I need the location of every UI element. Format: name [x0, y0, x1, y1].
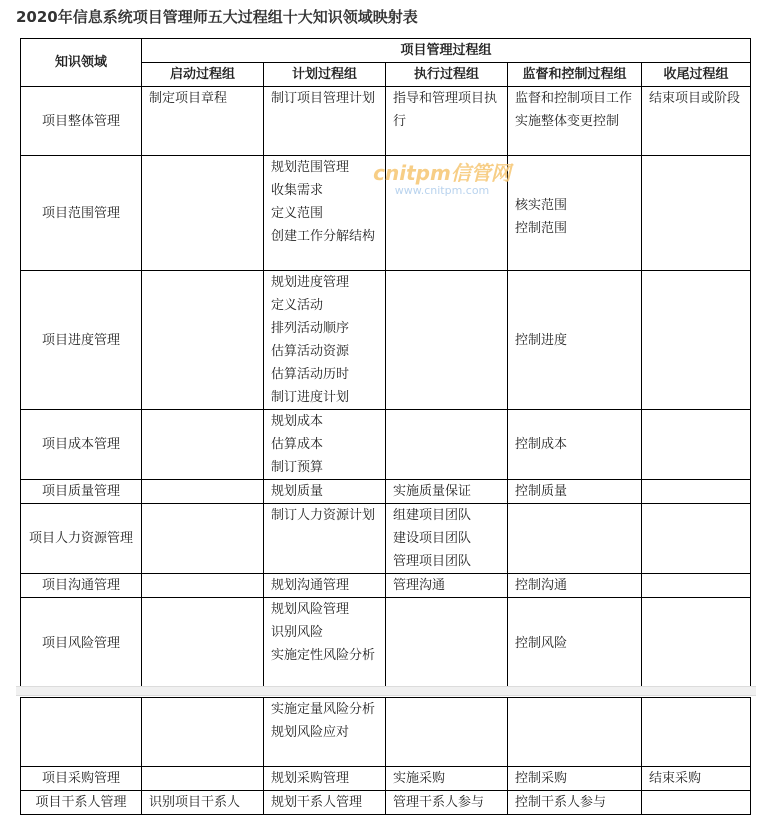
table-row	[21, 698, 751, 767]
table-row	[21, 156, 751, 271]
process-cell	[264, 598, 386, 690]
process-group-header: 项目管理过程组	[142, 39, 751, 63]
process-cell	[642, 598, 751, 690]
table-row	[21, 767, 751, 791]
table-row	[21, 271, 751, 410]
knowledge-area-cell: 项目成本管理	[21, 410, 142, 480]
knowledge-area-cell	[21, 698, 142, 767]
table-row	[21, 504, 751, 574]
table-body	[21, 87, 751, 690]
process-item: 制定项目章程	[149, 91, 228, 106]
process-cell	[386, 504, 508, 574]
process-item: 控制风险	[515, 636, 568, 651]
process-item: 规划风险应对	[271, 725, 350, 740]
process-item: 管理沟通	[393, 578, 446, 593]
process-cell	[264, 271, 386, 410]
table-row	[21, 480, 751, 504]
process-cell	[142, 271, 264, 410]
process-cell	[508, 574, 642, 598]
process-cell	[508, 791, 642, 815]
knowledge-area-header: 知识领域	[21, 39, 142, 87]
table-row	[21, 791, 751, 815]
knowledge-area-cell: 项目干系人管理	[21, 791, 142, 815]
process-item: 制订预算	[271, 460, 324, 475]
process-item: 控制进度	[515, 332, 568, 348]
mapping-table-continued	[20, 697, 751, 815]
process-cell	[386, 87, 508, 156]
process-item: 收集需求	[271, 183, 324, 198]
process-cell	[642, 480, 751, 504]
table-row	[21, 87, 751, 156]
process-cell	[142, 791, 264, 815]
process-item: 规划采购管理	[271, 771, 350, 786]
process-cell	[386, 574, 508, 598]
process-item: 控制范围	[515, 221, 568, 236]
process-cell	[642, 156, 751, 271]
process-cell	[142, 156, 264, 271]
process-item: 估算活动资源	[271, 344, 350, 359]
process-cell	[264, 791, 386, 815]
process-cell	[264, 156, 386, 271]
table-row	[21, 410, 751, 480]
process-cell	[264, 480, 386, 504]
process-cell	[508, 156, 642, 271]
process-cell	[264, 698, 386, 767]
process-cell	[508, 698, 642, 767]
process-item: 指导和管理项目执行	[393, 91, 498, 129]
process-item: 排列活动顺序	[271, 321, 350, 336]
process-cell	[508, 87, 642, 156]
table-row	[21, 574, 751, 598]
process-group-2: 计划过程组	[264, 63, 386, 87]
process-item: 控制采购	[515, 771, 568, 786]
process-cell	[142, 698, 264, 767]
page-break-divider	[16, 686, 756, 696]
watermark-logo: cnitpm信管网	[373, 161, 511, 185]
process-cell	[642, 698, 751, 767]
process-item: 实施定性风险分析	[271, 648, 376, 663]
process-item: 规划范围管理	[271, 160, 350, 175]
process-cell	[508, 410, 642, 480]
knowledge-area-cell: 项目沟通管理	[21, 574, 142, 598]
process-item: 管理干系人参与	[393, 795, 485, 810]
process-cell	[142, 598, 264, 690]
process-cell	[642, 767, 751, 791]
process-cell	[386, 598, 508, 690]
process-cell	[264, 574, 386, 598]
process-cell	[142, 480, 264, 504]
process-item: 创建工作分解结构	[271, 229, 376, 244]
process-cell	[508, 598, 642, 690]
table-body-continued	[21, 698, 751, 815]
process-item: 管理项目团队	[393, 554, 472, 569]
process-cell	[264, 410, 386, 480]
process-item: 规划干系人管理	[271, 795, 363, 810]
process-item: 估算活动历时	[271, 367, 350, 382]
process-cell	[142, 767, 264, 791]
process-item: 制订进度计划	[271, 390, 350, 405]
process-item: 控制质量	[515, 484, 568, 499]
process-cell	[142, 410, 264, 480]
process-cell	[508, 271, 642, 410]
process-item: 规划沟通管理	[271, 578, 350, 593]
process-cell	[642, 791, 751, 815]
process-group-5: 收尾过程组	[642, 63, 751, 87]
page-title: 2020年信息系统项目管理师五大过程组十大知识领域映射表	[16, 8, 418, 26]
knowledge-area-cell: 项目范围管理	[21, 156, 142, 271]
process-cell	[508, 767, 642, 791]
knowledge-area-cell: 项目人力资源管理	[21, 504, 142, 574]
process-item: 结束项目或阶段	[649, 91, 741, 106]
process-item: 规划风险管理	[271, 602, 350, 617]
process-item: 实施质量保证	[393, 484, 472, 499]
process-item: 制订项目管理计划	[271, 91, 376, 106]
process-item: 建设项目团队	[393, 531, 472, 546]
process-item: 实施整体变更控制	[515, 114, 620, 129]
process-item: 结束采购	[649, 771, 702, 786]
process-cell	[386, 480, 508, 504]
process-item: 控制成本	[515, 437, 568, 452]
process-cell	[142, 574, 264, 598]
process-cell	[386, 271, 508, 410]
knowledge-area-cell: 项目整体管理	[21, 87, 142, 156]
process-item: 组建项目团队	[393, 508, 472, 523]
process-cell	[508, 480, 642, 504]
process-cell	[386, 156, 508, 271]
mapping-table	[20, 38, 751, 690]
process-item: 实施定量风险分析	[271, 702, 376, 717]
process-item: 控制干系人参与	[515, 795, 607, 810]
knowledge-area-cell: 项目风险管理	[21, 598, 142, 690]
knowledge-area-cell: 项目进度管理	[21, 271, 142, 410]
process-item: 定义范围	[271, 206, 324, 221]
process-item: 识别项目干系人	[149, 795, 241, 810]
process-item: 识别风险	[271, 625, 324, 640]
process-cell	[264, 767, 386, 791]
process-cell	[386, 791, 508, 815]
process-item: 规划质量	[271, 484, 324, 499]
process-item: 定义活动	[271, 298, 324, 313]
process-cell	[642, 574, 751, 598]
process-cell	[508, 504, 642, 574]
process-item: 规划进度管理	[271, 275, 350, 290]
process-group-3: 执行过程组	[386, 63, 508, 87]
process-cell	[264, 504, 386, 574]
process-item: 制订人力资源计划	[271, 508, 376, 523]
process-item: 估算成本	[271, 437, 324, 452]
process-cell	[264, 87, 386, 156]
table-row	[21, 598, 751, 690]
process-cell	[642, 87, 751, 156]
process-item: 监督和控制项目工作	[515, 91, 633, 106]
process-cell	[642, 504, 751, 574]
process-cell	[642, 271, 751, 410]
process-cell	[642, 410, 751, 480]
process-item: 规划成本	[271, 414, 324, 429]
process-item: 核实范围	[515, 198, 568, 213]
knowledge-area-cell: 项目采购管理	[21, 767, 142, 791]
process-cell	[386, 698, 508, 767]
process-group-1: 启动过程组	[142, 63, 264, 87]
process-cell	[386, 767, 508, 791]
watermark-url: www.cnitpm.com	[394, 184, 490, 197]
process-group-4: 监督和控制过程组	[508, 63, 642, 87]
process-item: 控制沟通	[515, 578, 568, 593]
process-cell	[142, 87, 264, 156]
knowledge-area-cell: 项目质量管理	[21, 480, 142, 504]
process-item: 实施采购	[393, 771, 446, 786]
process-cell	[386, 410, 508, 480]
process-cell	[142, 504, 264, 574]
